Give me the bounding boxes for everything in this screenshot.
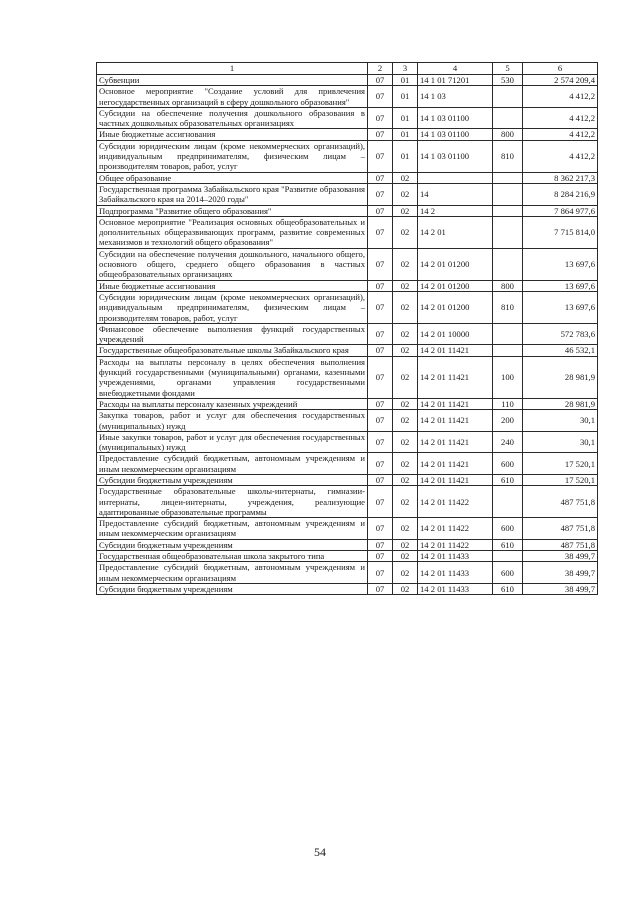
row-section-cell: 07 [368,486,393,518]
table-row [97,205,598,216]
row-section-cell: 07 [368,431,393,453]
row-target-article-cell: 14 2 01 11421 [418,356,493,398]
row-name-cell: Основное мероприятие "Создание условий для привлечения негосударственных организаций в сферу дошкольного образования" [97,86,368,108]
budget-table-body [97,63,598,595]
header-col-3: 3 [393,63,418,75]
header-col-1: 1 [97,63,368,75]
row-target-article-cell: 14 2 01 11433 [418,562,493,584]
row-amount-cell: 487 751,8 [523,539,598,550]
row-expense-type-cell: 600 [493,453,523,475]
table-header-row [97,63,598,75]
row-expense-type-cell: 810 [493,291,523,323]
row-name-cell: Государственные образовательные школы-интернаты, гимназии-интернаты, лицеи-интернаты, учреждения, реализующие адаптированные образовательные программы [97,486,368,518]
row-name-cell: Иные закупки товаров, работ и услуг для обеспечения государственных (муниципальных) нужд [97,431,368,453]
table-row [97,398,598,409]
row-expense-type-cell [493,248,523,280]
row-expense-type-cell [493,323,523,345]
row-name-cell: Субсидии юридическим лицам (кроме некоммерческих организаций), индивидуальным предпринимателям, физическим лицам – производителям товаров, работ, услуг [97,140,368,172]
page-number: 54 [314,845,326,859]
row-name-cell: Общее образование [97,172,368,183]
table-row [97,583,598,594]
row-expense-type-cell: 240 [493,431,523,453]
row-expense-type-cell: 800 [493,280,523,291]
table-row [97,356,598,398]
table-row [97,518,598,540]
row-expense-type-cell [493,551,523,562]
header-col-5: 5 [493,63,523,75]
row-target-article-cell: 14 2 01 11433 [418,551,493,562]
row-section-cell: 07 [368,398,393,409]
row-target-article-cell: 14 2 01 11421 [418,474,493,485]
row-name-cell: Иные бюджетные ассигнования [97,129,368,140]
row-section-cell: 07 [368,129,393,140]
row-subsection-cell: 01 [393,107,418,129]
row-amount-cell: 13 697,6 [523,248,598,280]
row-name-cell: Государственная общеобразовательная школа закрытого типа [97,551,368,562]
row-name-cell: Субсидии бюджетным учреждениям [97,583,368,594]
row-target-article-cell: 14 1 03 [418,86,493,108]
row-target-article-cell: 14 2 01 10000 [418,323,493,345]
row-section-cell: 07 [368,453,393,475]
table-row [97,172,598,183]
row-amount-cell: 4 412,2 [523,140,598,172]
row-expense-type-cell [493,183,523,205]
row-target-article-cell: 14 2 01 11421 [418,431,493,453]
row-expense-type-cell: 610 [493,539,523,550]
row-subsection-cell: 01 [393,140,418,172]
row-subsection-cell: 01 [393,75,418,86]
row-expense-type-cell: 600 [493,518,523,540]
row-amount-cell: 13 697,6 [523,280,598,291]
row-expense-type-cell [493,172,523,183]
row-subsection-cell: 02 [393,539,418,550]
row-subsection-cell: 02 [393,291,418,323]
row-name-cell: Расходы на выплаты персоналу казенных учреждений [97,398,368,409]
row-expense-type-cell [493,107,523,129]
table-row [97,410,598,432]
row-expense-type-cell [493,345,523,356]
row-name-cell: Основное мероприятие "Реализация основных общеобразовательных и дополнительных общеразвивающих программ, развитие современных механизмов и технологий общего образования" [97,216,368,248]
row-section-cell: 07 [368,539,393,550]
row-amount-cell: 28 981,9 [523,398,598,409]
table-row [97,75,598,86]
table-row [97,345,598,356]
row-name-cell: Субсидии на обеспечение получения дошкольного, начального общего, основного общего, среднего общего образования в частных общеобразовательных организациях [97,248,368,280]
row-target-article-cell: 14 1 03 01100 [418,107,493,129]
row-name-cell: Финансовое обеспечение выполнения функций государственных учреждений [97,323,368,345]
row-expense-type-cell: 800 [493,129,523,140]
row-amount-cell: 38 499,7 [523,551,598,562]
table-row [97,86,598,108]
row-amount-cell: 8 284 216,9 [523,183,598,205]
row-target-article-cell: 14 2 01 11433 [418,583,493,594]
table-row [97,129,598,140]
row-subsection-cell: 02 [393,551,418,562]
row-amount-cell: 46 532,1 [523,345,598,356]
row-expense-type-cell [493,205,523,216]
row-subsection-cell: 02 [393,172,418,183]
row-subsection-cell: 02 [393,410,418,432]
row-section-cell: 07 [368,291,393,323]
row-amount-cell: 8 362 217,3 [523,172,598,183]
row-name-cell: Государственная программа Забайкальского края "Развитие образования Забайкальского края на 2014–2020 годы" [97,183,368,205]
row-name-cell: Субсидии бюджетным учреждениям [97,539,368,550]
row-section-cell: 07 [368,551,393,562]
row-target-article-cell: 14 2 01 11422 [418,539,493,550]
row-section-cell: 07 [368,205,393,216]
row-name-cell: Подпрограмма "Развитие общего образования" [97,205,368,216]
row-expense-type-cell: 100 [493,356,523,398]
row-amount-cell: 38 499,7 [523,562,598,584]
row-subsection-cell: 02 [393,474,418,485]
row-subsection-cell: 02 [393,205,418,216]
table-row [97,323,598,345]
row-subsection-cell: 02 [393,518,418,540]
row-target-article-cell: 14 2 01 01200 [418,291,493,323]
row-target-article-cell: 14 2 01 01200 [418,248,493,280]
row-subsection-cell: 02 [393,398,418,409]
row-section-cell: 07 [368,248,393,280]
budget-table [96,62,598,595]
row-amount-cell: 4 412,2 [523,107,598,129]
row-subsection-cell: 02 [393,280,418,291]
row-target-article-cell: 14 2 01 11422 [418,486,493,518]
row-subsection-cell: 02 [393,248,418,280]
row-target-article-cell: 14 2 [418,205,493,216]
row-subsection-cell: 01 [393,129,418,140]
row-amount-cell: 13 697,6 [523,291,598,323]
row-target-article-cell: 14 2 01 11422 [418,518,493,540]
row-amount-cell: 7 864 977,6 [523,205,598,216]
row-section-cell: 07 [368,107,393,129]
row-name-cell: Субсидии юридическим лицам (кроме некоммерческих организаций), индивидуальным предпринимателям, физическим лицам – производителям товаров, работ, услуг [97,291,368,323]
table-row [97,539,598,550]
row-amount-cell: 38 499,7 [523,583,598,594]
row-target-article-cell: 14 2 01 11421 [418,453,493,475]
row-amount-cell: 30,1 [523,431,598,453]
row-subsection-cell: 02 [393,183,418,205]
row-section-cell: 07 [368,216,393,248]
row-subsection-cell: 02 [393,216,418,248]
row-amount-cell: 487 751,8 [523,518,598,540]
row-amount-cell: 7 715 814,0 [523,216,598,248]
row-name-cell: Расходы на выплаты персоналу в целях обеспечения выполнения функций государственными (муниципальными) органами, казенными учреждениями, органами управления государственными внебюджетными фондами [97,356,368,398]
row-target-article-cell: 14 1 01 71201 [418,75,493,86]
row-amount-cell: 28 981,9 [523,356,598,398]
row-target-article-cell: 14 2 01 11421 [418,398,493,409]
row-name-cell: Предоставление субсидий бюджетным, автономным учреждениям и иным некоммерческим организациям [97,562,368,584]
row-expense-type-cell [493,86,523,108]
row-section-cell: 07 [368,172,393,183]
row-name-cell: Субсидии на обеспечение получения дошкольного образования в частных дошкольных образовательных организациях [97,107,368,129]
row-section-cell: 07 [368,86,393,108]
row-expense-type-cell: 610 [493,583,523,594]
table-row [97,280,598,291]
row-subsection-cell: 02 [393,486,418,518]
row-name-cell: Субвенции [97,75,368,86]
row-amount-cell: 572 783,6 [523,323,598,345]
row-amount-cell: 30,1 [523,410,598,432]
row-section-cell: 07 [368,345,393,356]
row-subsection-cell: 02 [393,323,418,345]
row-section-cell: 07 [368,356,393,398]
row-target-article-cell: 14 1 03 01100 [418,140,493,172]
row-section-cell: 07 [368,410,393,432]
row-subsection-cell: 02 [393,453,418,475]
table-row [97,140,598,172]
table-row [97,183,598,205]
row-amount-cell: 487 751,8 [523,486,598,518]
table-row [97,551,598,562]
row-expense-type-cell: 110 [493,398,523,409]
row-section-cell: 07 [368,474,393,485]
row-section-cell: 07 [368,140,393,172]
table-row [97,486,598,518]
row-name-cell: Закупка товаров, работ и услуг для обеспечения государственных (муниципальных) нужд [97,410,368,432]
row-section-cell: 07 [368,583,393,594]
row-section-cell: 07 [368,75,393,86]
row-subsection-cell: 02 [393,345,418,356]
row-subsection-cell: 02 [393,583,418,594]
header-col-2: 2 [368,63,393,75]
row-section-cell: 07 [368,518,393,540]
row-name-cell: Государственные общеобразовательные школы Забайкальского края [97,345,368,356]
row-section-cell: 07 [368,562,393,584]
row-expense-type-cell: 610 [493,474,523,485]
row-name-cell: Предоставление субсидий бюджетным, автономным учреждениям и иным некоммерческим организациям [97,453,368,475]
row-name-cell: Предоставление субсидий бюджетным, автономным учреждениям и иным некоммерческим организациям [97,518,368,540]
row-expense-type-cell: 200 [493,410,523,432]
table-row [97,453,598,475]
header-col-4: 4 [418,63,493,75]
row-amount-cell: 17 520,1 [523,474,598,485]
table-row [97,562,598,584]
row-amount-cell: 2 574 209,4 [523,75,598,86]
table-row [97,291,598,323]
row-section-cell: 07 [368,183,393,205]
table-row [97,431,598,453]
table-row [97,474,598,485]
table-row [97,248,598,280]
row-section-cell: 07 [368,280,393,291]
row-section-cell: 07 [368,323,393,345]
row-expense-type-cell: 600 [493,562,523,584]
row-target-article-cell [418,172,493,183]
row-target-article-cell: 14 2 01 01200 [418,280,493,291]
row-name-cell: Субсидии бюджетным учреждениям [97,474,368,485]
row-target-article-cell: 14 2 01 11421 [418,410,493,432]
row-expense-type-cell: 810 [493,140,523,172]
row-amount-cell: 17 520,1 [523,453,598,475]
row-name-cell: Иные бюджетные ассигнования [97,280,368,291]
row-subsection-cell: 02 [393,356,418,398]
row-target-article-cell: 14 1 03 01100 [418,129,493,140]
row-amount-cell: 4 412,2 [523,129,598,140]
table-row [97,107,598,129]
row-subsection-cell: 02 [393,431,418,453]
row-expense-type-cell: 530 [493,75,523,86]
header-col-6: 6 [523,63,598,75]
table-row [97,216,598,248]
row-target-article-cell: 14 [418,183,493,205]
row-target-article-cell: 14 2 01 11421 [418,345,493,356]
row-amount-cell: 4 412,2 [523,86,598,108]
row-target-article-cell: 14 2 01 [418,216,493,248]
row-expense-type-cell [493,486,523,518]
row-subsection-cell: 01 [393,86,418,108]
row-subsection-cell: 02 [393,562,418,584]
row-expense-type-cell [493,216,523,248]
